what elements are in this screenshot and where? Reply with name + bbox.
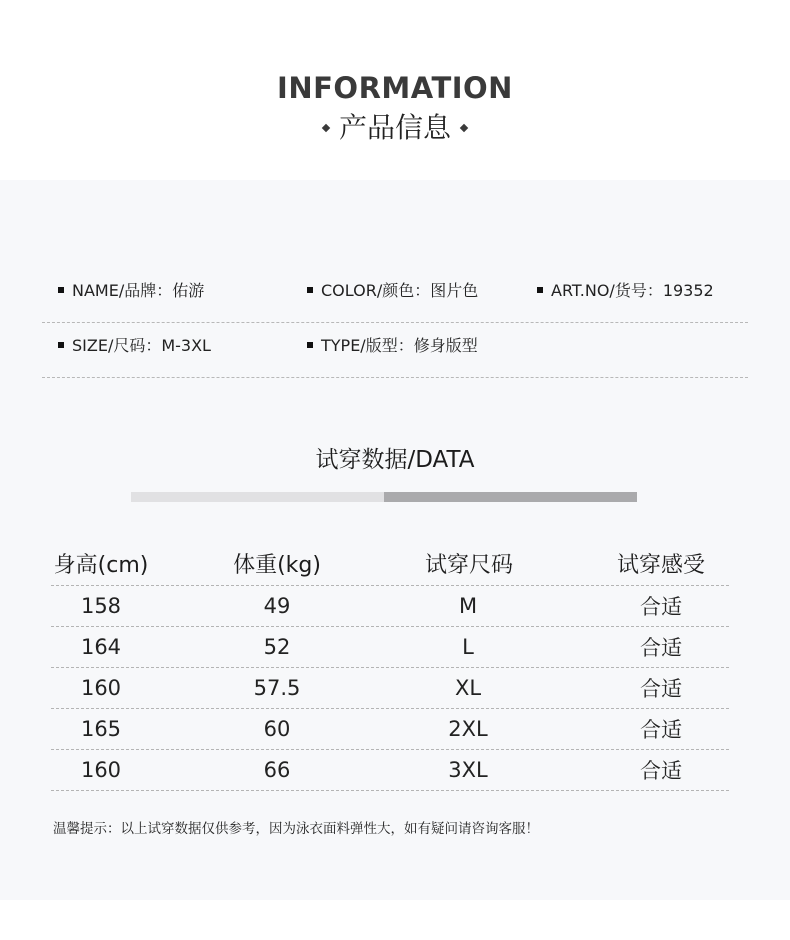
cell-weight: 66 xyxy=(263,758,291,782)
info-item-art-no xyxy=(537,262,714,317)
table-row xyxy=(51,709,729,750)
info-item-name xyxy=(58,262,204,317)
fit-data-table xyxy=(51,542,729,791)
info-row xyxy=(42,317,748,378)
cell-feeling: 合适 xyxy=(640,595,682,619)
header-size: 试穿尺码 xyxy=(424,553,513,578)
info-item-size xyxy=(58,317,211,372)
square-bullet-icon xyxy=(537,287,543,293)
title-chinese-row xyxy=(0,110,790,146)
cell-size: M xyxy=(458,594,478,618)
divider-bar-light xyxy=(131,492,384,502)
cell-size: 3XL xyxy=(448,758,488,782)
cell-feeling: 合适 xyxy=(640,677,682,701)
diamond-bullet-icon xyxy=(460,124,468,132)
cell-weight: 49 xyxy=(263,594,291,618)
cell-height: 160 xyxy=(80,676,122,700)
square-bullet-icon xyxy=(307,287,313,293)
info-item-label: NAME/品牌：佑游 xyxy=(72,281,205,300)
tip-note: 温馨提示：以上试穿数据仅供参考，因为泳衣面料弹性大，如有疑问请咨询客服！ xyxy=(53,821,539,837)
table-row xyxy=(51,627,729,668)
table-header xyxy=(51,542,729,586)
cell-weight: 57.5 xyxy=(253,676,301,700)
data-section-title: 试穿数据/DATA xyxy=(315,447,475,473)
cell-size: L xyxy=(462,635,474,659)
diamond-bullet-icon xyxy=(322,124,330,132)
square-bullet-icon xyxy=(58,342,64,348)
header-feeling: 试穿感受 xyxy=(616,553,705,578)
cell-size: XL xyxy=(454,676,482,700)
cell-feeling: 合适 xyxy=(640,636,682,660)
info-panel xyxy=(0,180,790,900)
title-english: INFORMATION xyxy=(277,71,513,105)
cell-height: 164 xyxy=(80,635,122,659)
cell-weight: 60 xyxy=(263,717,291,741)
info-row xyxy=(42,262,748,323)
header-height: 身高(cm) xyxy=(53,553,149,578)
cell-height: 160 xyxy=(80,758,122,782)
square-bullet-icon xyxy=(307,342,313,348)
cell-height: 158 xyxy=(80,594,122,618)
title-chinese: 产品信息 xyxy=(338,111,451,144)
table-row xyxy=(51,668,729,709)
cell-size: 2XL xyxy=(448,717,488,741)
cell-feeling: 合适 xyxy=(640,759,682,783)
info-item-type xyxy=(307,317,478,372)
cell-height: 165 xyxy=(80,717,122,741)
info-item-label: COLOR/颜色：图片色 xyxy=(321,281,479,300)
cell-weight: 52 xyxy=(263,635,291,659)
info-item-color xyxy=(307,262,478,317)
table-row xyxy=(51,586,729,627)
info-item-label: SIZE/尺码：M-3XL xyxy=(72,336,211,355)
header xyxy=(0,0,790,180)
info-item-label: ART.NO/货号：19352 xyxy=(551,281,714,300)
divider-bar-dark xyxy=(384,492,637,502)
square-bullet-icon xyxy=(58,287,64,293)
cell-feeling: 合适 xyxy=(640,718,682,742)
info-item-label: TYPE/版型：修身版型 xyxy=(321,336,478,355)
header-weight: 体重(kg) xyxy=(233,553,321,578)
table-row xyxy=(51,750,729,791)
